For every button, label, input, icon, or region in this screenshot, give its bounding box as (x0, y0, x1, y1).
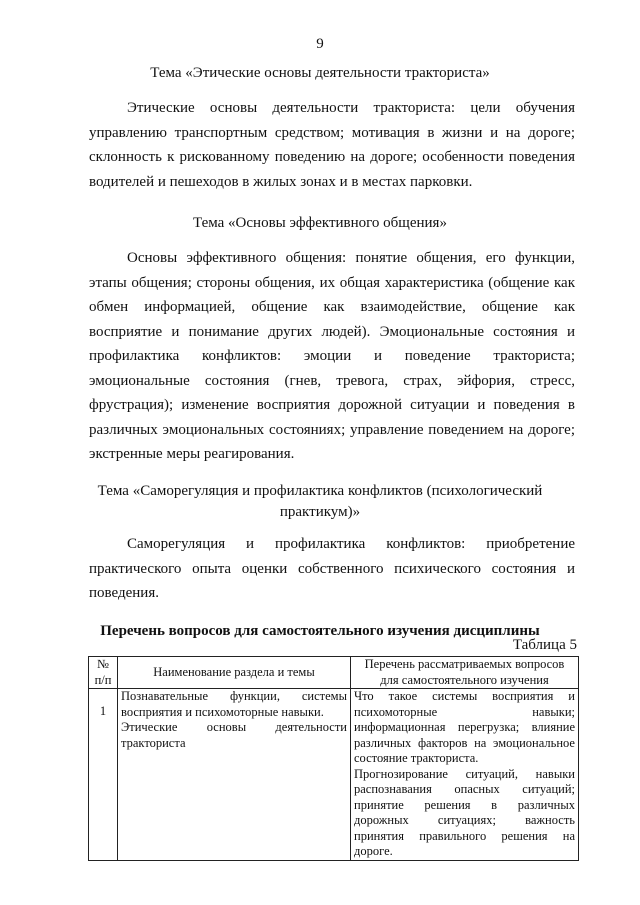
row-name-part2: Этические основы деятельности тракториста (121, 720, 347, 750)
section-title-self-regulation-line1: Тема «Саморегуляция и профилактика конфликтов (психологический (97, 483, 543, 499)
header-num: № п/п (89, 657, 118, 689)
section-title-communication: Тема «Основы эффективного общения» (193, 215, 447, 231)
section-body-self-regulation: Саморегуляция и профилактика конфликтов: приобретение практического опыта оценки собственного психического состояния и поведения. (89, 536, 575, 601)
questions-table (88, 656, 579, 861)
row-num: 1 (89, 689, 118, 861)
row-name (118, 689, 351, 861)
section-body-ethics: Этические основы деятельности тракториста: цели обучения управлению транспортным средством; мотивация в жизни и на дороге; склонность к рискованному поведению на дороге; особенности поведения водителей и пешеходов в жилых зонах и в местах парковки. (89, 100, 575, 190)
row-name-part1: Познавательные функции, системы восприятия и психомоторные навыки. (121, 689, 347, 719)
section-title-self-regulation-line2: практикум)» (279, 504, 361, 520)
row-questions-part1: Что такое системы восприятия и психомоторные навыки; информационная перегрузка; влияние различных факторов на эмоциональное состояние тракториста. (354, 689, 575, 765)
header-questions: Перечень рассматриваемых вопросов для самостоятельного изучения (351, 657, 579, 689)
table-header-row (89, 657, 579, 689)
table-label: Таблица 5 (512, 637, 577, 653)
section-body-communication: Основы эффективного общения: понятие общения, его функции, этапы общения; стороны общения, их общая характеристика (общение как обмен информацией, общение как взаимодействие, общение как восприятие и понимание других людей). Эмоциональные состояния и профилактика конфликтов: эмоции и поведение тракториста; эмоциональные состояния (гнев, тревога, страх, эйфория, стресс, фрустрация); изменение восприятия дорожной ситуации и поведения в различных эмоциональных состояниях; управление поведением на дороге; экстренные меры реагирования. (89, 250, 575, 462)
table-row (89, 689, 579, 861)
section-title-self-regulation (70, 481, 570, 523)
list-heading: Перечень вопросов для самостоятельного изучения дисциплины (100, 623, 540, 639)
section-title-ethics: Тема «Этические основы деятельности тракториста» (150, 65, 490, 81)
row-questions-part2: Прогнозирование ситуаций, навыки распознавания опасных ситуаций; принятие решения в различных дорожных ситуациях; важность принятия правильного решения на дороге. (354, 766, 575, 858)
header-name: Наименование раздела и темы (118, 657, 351, 689)
page-number: 9 (316, 36, 324, 52)
row-questions (351, 689, 579, 861)
